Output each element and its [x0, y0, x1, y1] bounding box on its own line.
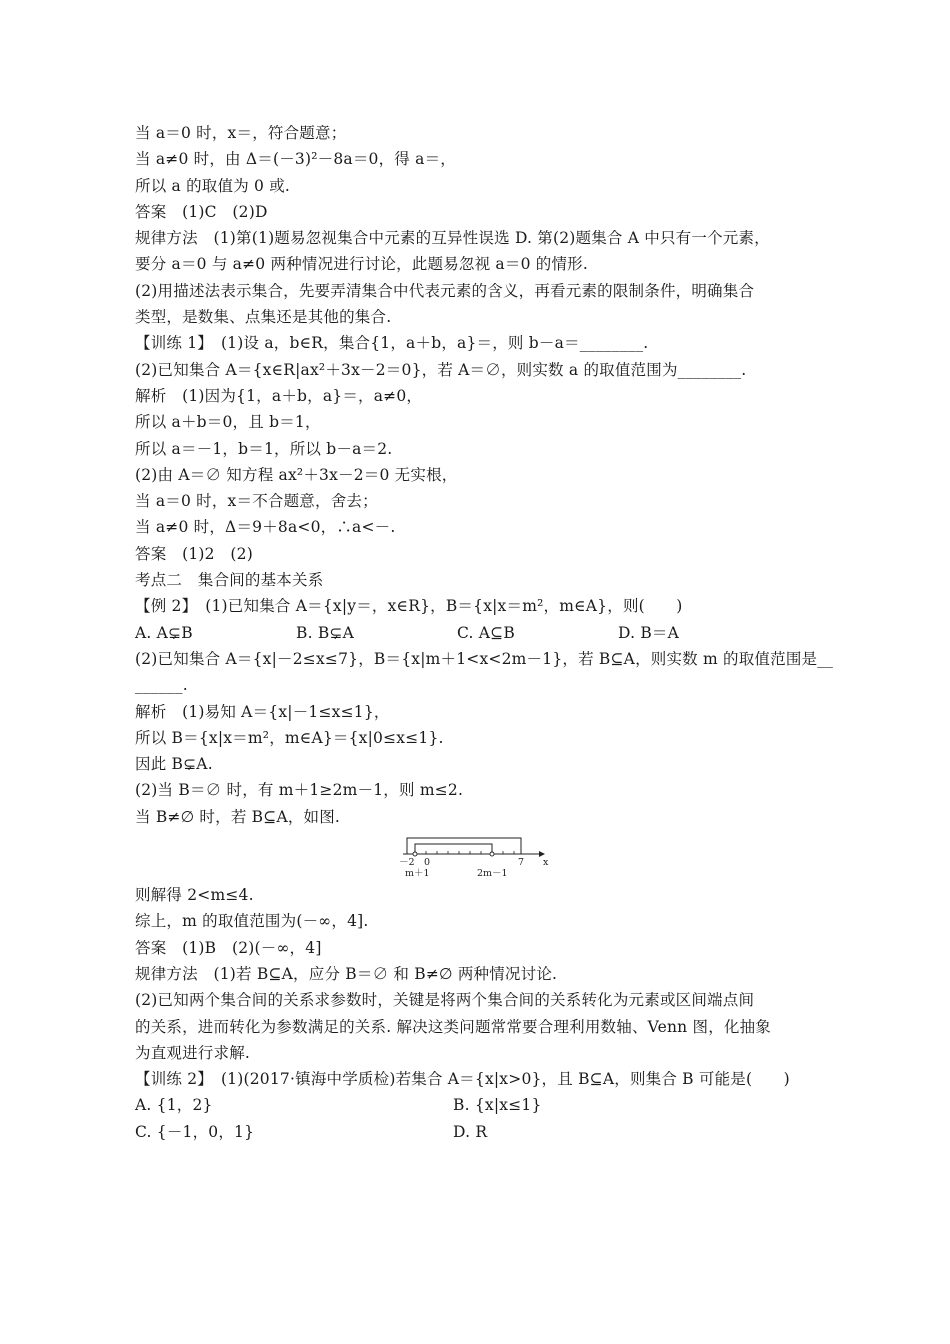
label-x: x	[543, 857, 549, 869]
text-line: 则解得 2<m≤4.	[135, 886, 254, 905]
text-line: 要分 a＝0 与 a≠0 两种情况进行讨论，此题易忽视 a＝0 的情形.	[135, 255, 588, 274]
text-line: 所以 a＋b＝0，且 b＝1，	[135, 413, 321, 432]
choice-row	[135, 620, 825, 646]
text-line: 综上，m 的取值范围为(－∞，4].	[135, 912, 369, 931]
text-line: ______.	[135, 676, 188, 695]
choice-c: C. A⊆B	[457, 623, 515, 642]
exercise-line: 【训练 2】 (1)(2017·镇海中学质检)若集合 A＝{x|x>0}，且 B⊆A，则集合 B 可能是( )	[135, 1070, 790, 1089]
method-line: 规律方法 (1)第(1)题易忽视集合中元素的互异性误选 D. 第(2)题集合 A 中只有一个元素，	[135, 229, 770, 248]
text-line: (2)用描述法表示集合，先要弄清集合中代表元素的含义，再看元素的限制条件，明确集合	[135, 281, 755, 300]
section-heading: 考点二 集合间的基本关系	[135, 571, 324, 590]
number-line-figure	[135, 834, 825, 880]
choice-row	[135, 1092, 825, 1118]
choice-a: A. A⊊B	[135, 623, 193, 642]
text-line: 所以 a＝－1，b＝1，所以 b－a＝2.	[135, 439, 393, 458]
choice-d: D. B＝A	[618, 623, 680, 642]
text-line: 当 B≠∅ 时，若 B⊆A，如图.	[135, 807, 341, 826]
document-page	[135, 120, 834, 1145]
method-line: 规律方法 (1)若 B⊆A，应分 B＝∅ 和 B≠∅ 两种情况讨论.	[135, 964, 558, 983]
text-line: (2)已知集合 A＝{x|－2≤x≤7}，B＝{x|m＋1<x<2m－1}，若 B⊆A，则实数 m 的取值范围是__	[135, 649, 834, 668]
text-line: (2)由 A＝∅ 知方程 ax²＋3x－2＝0 无实根，	[135, 465, 458, 484]
text-line: (2)已知两个集合间的关系求参数时，关键是将两个集合间的关系转化为元素或区间端点间	[135, 991, 755, 1010]
text-line: 的关系，进而转化为参数满足的关系. 解决这类问题常常要合理利用数轴、Venn 图，化抽象	[135, 1017, 771, 1036]
text-line: 所以 a 的取值为 0 或.	[135, 176, 291, 195]
choice-b: B. B⊊A	[296, 623, 355, 642]
number-line-diagram	[397, 834, 557, 880]
text-line: 所以 B＝{x|x＝m²，m∈A}＝{x|0≤x≤1}.	[135, 728, 444, 747]
choice-b: B. {x|x≤1}	[453, 1096, 542, 1115]
text-line: 当 a＝0 时，x＝，符合题意；	[135, 124, 347, 142]
choice-row	[135, 1119, 825, 1145]
text-line: 当 a≠0 时，Δ＝9＋8a<0，∴a<－.	[135, 518, 396, 537]
label-2m-minus-1: 2m－1	[477, 868, 508, 880]
exercise-line: 【训练 1】 (1)设 a，b∈R，集合{1，a＋b，a}＝，则 b－a＝________.	[135, 334, 649, 353]
text-line: 为直观进行求解.	[135, 1043, 251, 1062]
text-line: 类型，是数集、点集还是其他的集合.	[135, 308, 392, 327]
text-line: (2)当 B＝∅ 时，有 m＋1≥2m－1，则 m≤2.	[135, 781, 464, 800]
label-m-plus-1: m＋1	[405, 868, 430, 880]
answer-line: 答案 (1)B (2)(－∞，4]	[135, 938, 322, 957]
answer-line: 答案 (1)C (2)D	[135, 202, 268, 221]
text-line: 当 a＝0 时，x＝不合题意，舍去；	[135, 492, 378, 511]
choice-d: D. R	[453, 1122, 488, 1141]
choice-c: C. {－1，0，1}	[135, 1122, 255, 1141]
label-minus-two: －2	[399, 857, 415, 869]
text-line: 当 a≠0 时，由 Δ＝(－3)²－8a＝0，得 a＝，	[135, 150, 456, 169]
text-line: (2)已知集合 A＝{x∈R|ax²＋3x－2＝0}，若 A＝∅，则实数 a 的取值范围为________.	[135, 360, 747, 379]
text-line: 因此 B⊊A.	[135, 755, 213, 774]
answer-line: 答案 (1)2 (2)	[135, 544, 253, 563]
solution-line: 解析 (1)易知 A＝{x|－1≤x≤1}，	[135, 702, 390, 721]
solution-line: 解析 (1)因为{1，a＋b，a}＝，a≠0，	[135, 386, 423, 405]
example-line: 【例 2】 (1)已知集合 A＝{x|y＝，x∈R}，B＝{x|x＝m²，m∈A}，则( )	[135, 597, 683, 616]
choice-a: A. {1，2}	[135, 1096, 213, 1115]
label-seven: 7	[518, 857, 525, 869]
label-zero: 0	[424, 857, 431, 869]
